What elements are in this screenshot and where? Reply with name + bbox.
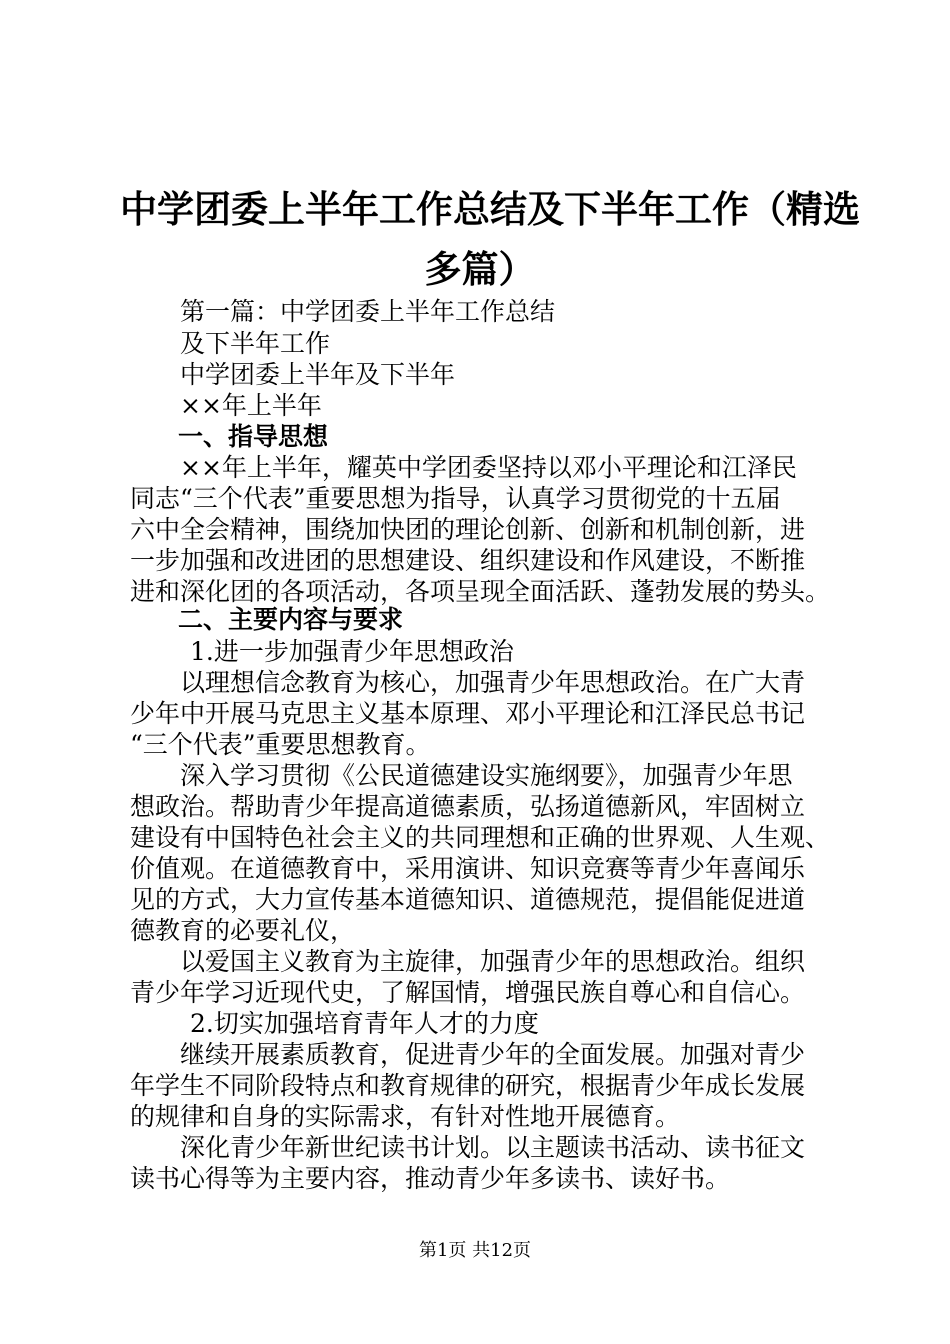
subtitle-line: 及下半年工作 <box>180 329 331 358</box>
paragraph-line: 深入学习贯彻《公民道德建设实施纲要》，加强青少年思 <box>180 761 793 790</box>
document-title-line-2: 多篇） <box>424 248 536 291</box>
page-footer: 第1页 共12页 <box>418 1240 532 1261</box>
paragraph-line: 继续开展素质教育，促进青少年的全面发展。加强对青少 <box>180 1040 806 1069</box>
paragraph-line: 以理想信念教育为核心，加强青少年思想政治。在广大青 <box>180 668 806 697</box>
item-title: 1.进一步加强青少年思想政治 <box>190 637 514 666</box>
document-title-line-1: 中学团委上半年工作总结及下半年工作（精选 <box>120 188 860 231</box>
paragraph-line: 少年中开展马克思主义基本原理、邓小平理论和江泽民总书记 <box>130 699 806 728</box>
paragraph-line: 以爱国主义教育为主旋律，加强青少年的思想政治。组织 <box>180 947 806 976</box>
paragraph-line: “三个代表”重要思想教育。 <box>130 730 431 759</box>
paragraph-line: 年学生不同阶段特点和教育规律的研究，根据青少年成长发展 <box>130 1071 806 1100</box>
paragraph-line: 价值观。在道德教育中，采用演讲、知识竞赛等青少年喜闻乐 <box>130 854 806 883</box>
paragraph-line: 青少年学习近现代史，了解国情，增强民族自尊心和自信心。 <box>130 978 806 1007</box>
paragraph-line: 的规律和自身的实际需求，有针对性地开展德育。 <box>130 1102 681 1131</box>
subtitle-line: 中学团委上半年及下半年 <box>180 360 456 389</box>
paragraph-line: 同志“三个代表”重要思想为指导，认真学习贯彻党的十五届 <box>130 484 781 513</box>
paragraph-line: 六中全会精神，围绕加快团的理论创新、创新和机制创新，进 <box>130 515 806 544</box>
subtitle-line: ××年上半年 <box>180 391 322 420</box>
section-heading-guiding-thought: 一、指导思想 <box>178 422 329 451</box>
section-heading-main-content: 二、主要内容与要求 <box>178 605 404 634</box>
subtitle-line: 第一篇：中学团委上半年工作总结 <box>180 297 556 326</box>
paragraph-line: 想政治。帮助青少年提高道德素质，弘扬道德新风，牢固树立 <box>130 792 806 821</box>
paragraph-line: 深化青少年新世纪读书计划。以主题读书活动、读书征文 <box>180 1133 806 1162</box>
item-title: 2.切实加强培育青年人才的力度 <box>190 1009 539 1038</box>
paragraph-line: 德教育的必要礼仪， <box>130 916 356 945</box>
paragraph-line: 建设有中国特色社会主义的共同理想和正确的世界观、人生观、 <box>130 823 831 852</box>
paragraph-line: 一步加强和改进团的思想建设、组织建设和作风建设，不断推 <box>130 546 806 575</box>
paragraph-line: ××年上半年，耀英中学团委坚持以邓小平理论和江泽民 <box>180 453 797 482</box>
paragraph-line: 读书心得等为主要内容，推动青少年多读书、读好书。 <box>130 1164 731 1193</box>
paragraph-line: 进和深化团的各项活动，各项呈现全面活跃、蓬勃发展的势头。 <box>130 577 831 606</box>
paragraph-line: 见的方式，大力宣传基本道德知识、道德规范，提倡能促进道 <box>130 885 806 914</box>
